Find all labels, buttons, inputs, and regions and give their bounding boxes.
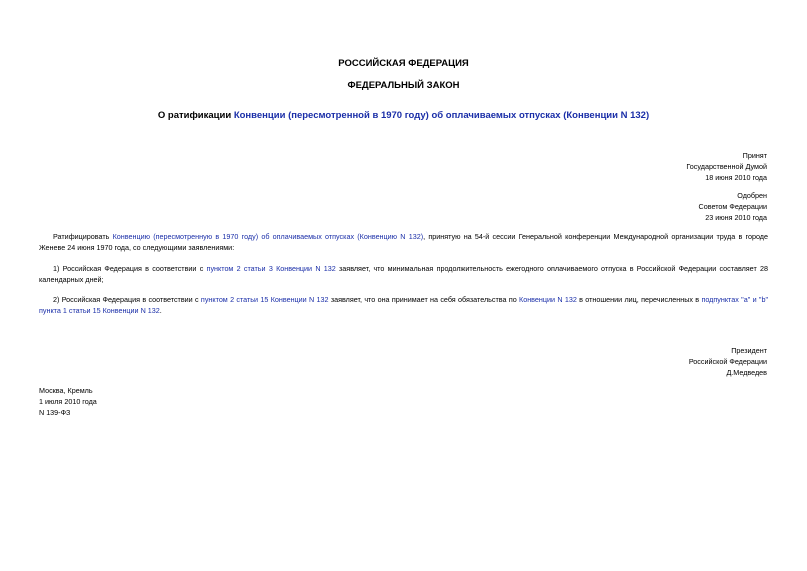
approved-line-1: Одобрен [737,191,767,200]
footer-date: 1 июля 2010 года [39,397,97,406]
approved-date: 23 июня 2010 года [705,213,767,222]
signature-title: Президент [731,346,767,355]
article-3-link[interactable]: пунктом 2 статьи 3 Конвенции N 132 [206,264,336,273]
p1-text-2: , принятую на 54-й сессии Генеральной конференции Международной организации труда в городе Женеве 24 июня 1970 года, со следующими заявлениями: [39,232,768,252]
convention-title-link[interactable]: Конвенции (пересмотренной в 1970 году) об оплачиваемых отпусках (Конвенции N 132) [233,110,650,121]
p3-text-4: . [159,306,162,315]
p2-text-2: заявляет, что минимальная продолжительность ежегодного оплачиваемого отпуска в Российской Федерации составляет 28 календарных дней; [39,264,768,284]
signature-name: Д.Медведев [726,368,767,377]
adopted-date: 18 июня 2010 года [705,173,767,182]
convention-132-link[interactable]: Конвенции N 132 [519,295,577,304]
paragraph-ratification [39,231,768,253]
paragraph-declaration-1 [39,263,768,285]
article-15-link[interactable]: пунктом 2 статьи 15 Конвенции N 132 [200,295,329,304]
p1-text-1: Ратифицировать [53,232,113,241]
adopted-line-2: Государственной Думой [686,162,767,171]
law-title-prefix: О ратификации [157,110,234,121]
adopted-line-1: Принят [742,151,767,160]
p3-text-2: заявляет, что она принимает на себя обязательства по [328,295,520,304]
law-title [0,110,807,121]
footer-place: Москва, Кремль [39,386,93,395]
adopted-block [686,150,767,183]
p3-text-3: в отношении лиц, перечисленных в [576,295,702,304]
footer-number: N 139-ФЗ [39,408,71,417]
convention-link[interactable]: Конвенцию (пересмотренную в 1970 году) об оплачиваемых отпусках (Конвенцию N 132) [112,232,424,241]
subparagraphs-link[interactable]: подпунктах "a" и "b" пункта 1 статьи 15 Конвенции N 132 [39,295,768,315]
approved-block [699,190,767,223]
signature-country: Российской Федерации [688,357,767,366]
footer-block [39,385,97,418]
signature-block [689,345,767,378]
country-heading: РОССИЙСКАЯ ФЕДЕРАЦИЯ [338,58,469,69]
approved-line-2: Советом Федерации [698,202,767,211]
p2-text-1: 1) Российская Федерация в соответствии с [53,264,207,273]
paragraph-declaration-2 [39,294,768,316]
p3-text-1: 2) Российская Федерация в соответствии с [53,295,201,304]
doc-type-heading: ФЕДЕРАЛЬНЫЙ ЗАКОН [347,80,460,91]
